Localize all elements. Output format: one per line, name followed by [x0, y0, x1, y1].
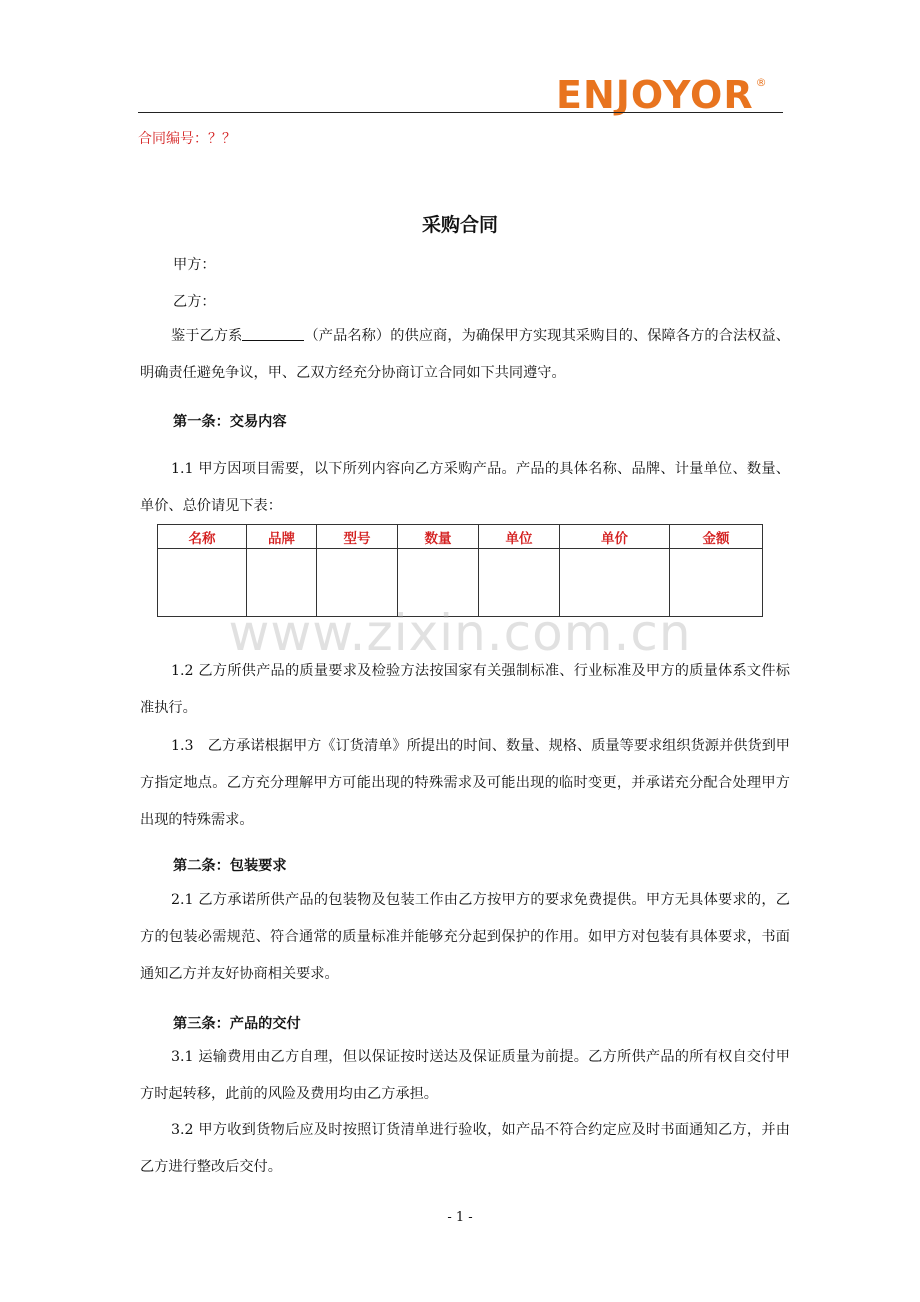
- clause-3-2: 3.2 甲方收到货物后应及时按照订货清单进行验收，如产品不符合约定应及时书面通知乙方，并由乙方进行整改后交付。: [140, 1122, 790, 1175]
- page-number: - 1 -: [447, 1210, 473, 1225]
- section-2-heading: 第二条：包装要求: [173, 858, 287, 874]
- intro-paragraph: [140, 318, 790, 392]
- column-header-quantity: 数量: [398, 525, 479, 549]
- party-a-label: 甲方：: [173, 257, 216, 273]
- table-header-row: [158, 525, 763, 549]
- logo-text: ENJOYOR: [556, 73, 754, 117]
- intro-text-2: （产品名称）的供应商，为确保甲方实现其采购目的、保障各方的合法权益、明确责任避免争议，甲、乙双方经充分协商订立合同如下共同遵守。: [140, 328, 790, 381]
- column-header-brand: 品牌: [247, 525, 317, 549]
- registered-mark: ®: [755, 76, 768, 89]
- enjoyor-logo: [556, 60, 768, 118]
- intro-text-1: 鉴于乙方系: [171, 328, 243, 344]
- clause-1-1: 1.1 甲方因项目需要，以下所列内容向乙方采购产品。产品的具体名称、品牌、计量单位、数量、单价、总价请见下表：: [140, 461, 790, 514]
- watermark: www.zixin.com.cn: [228, 604, 692, 662]
- clause-1-3: 1.3 乙方承诺根据甲方《订货清单》所提出的时间、数量、规格、质量等要求组织货源并供货到甲方指定地点。乙方充分理解甲方可能出现的特殊需求及可能出现的临时变更，并承诺充分配合处理甲方出现的特殊需求。: [140, 738, 790, 828]
- column-header-amount: 金额: [670, 525, 763, 549]
- column-header-model: 型号: [317, 525, 398, 549]
- document-title: 采购合同: [421, 214, 498, 236]
- section-3-heading: 第三条：产品的交付: [173, 1016, 301, 1032]
- contract-number: 合同编号：？？: [138, 131, 236, 147]
- section-1-heading: 第一条：交易内容: [173, 414, 287, 430]
- party-b-label: 乙方：: [173, 294, 216, 310]
- clause-3-1: 3.1 运输费用由乙方自理，但以保证按时送达及保证质量为前提。乙方所供产品的所有权自交付甲方时起转移，此前的风险及费用均由乙方承担。: [140, 1049, 790, 1102]
- clause-2-1: 2.1 乙方承诺所供产品的包装物及包装工作由乙方按甲方的要求免费提供。甲方无具体要求的，乙方的包装必需规范、符合通常的质量标准并能够充分起到保护的作用。如甲方对包装有具体要求，书面通知乙方并友好协商相关要求。: [140, 892, 790, 982]
- header-divider: [138, 112, 783, 113]
- product-name-blank: [242, 328, 304, 341]
- column-header-unit: 单位: [479, 525, 560, 549]
- column-header-unit-price: 单价: [560, 525, 670, 549]
- clause-1-2: 1.2 乙方所供产品的质量要求及检验方法按国家有关强制标准、行业标准及甲方的质量体系文件标准执行。: [140, 663, 790, 716]
- column-header-name: 名称: [158, 525, 247, 549]
